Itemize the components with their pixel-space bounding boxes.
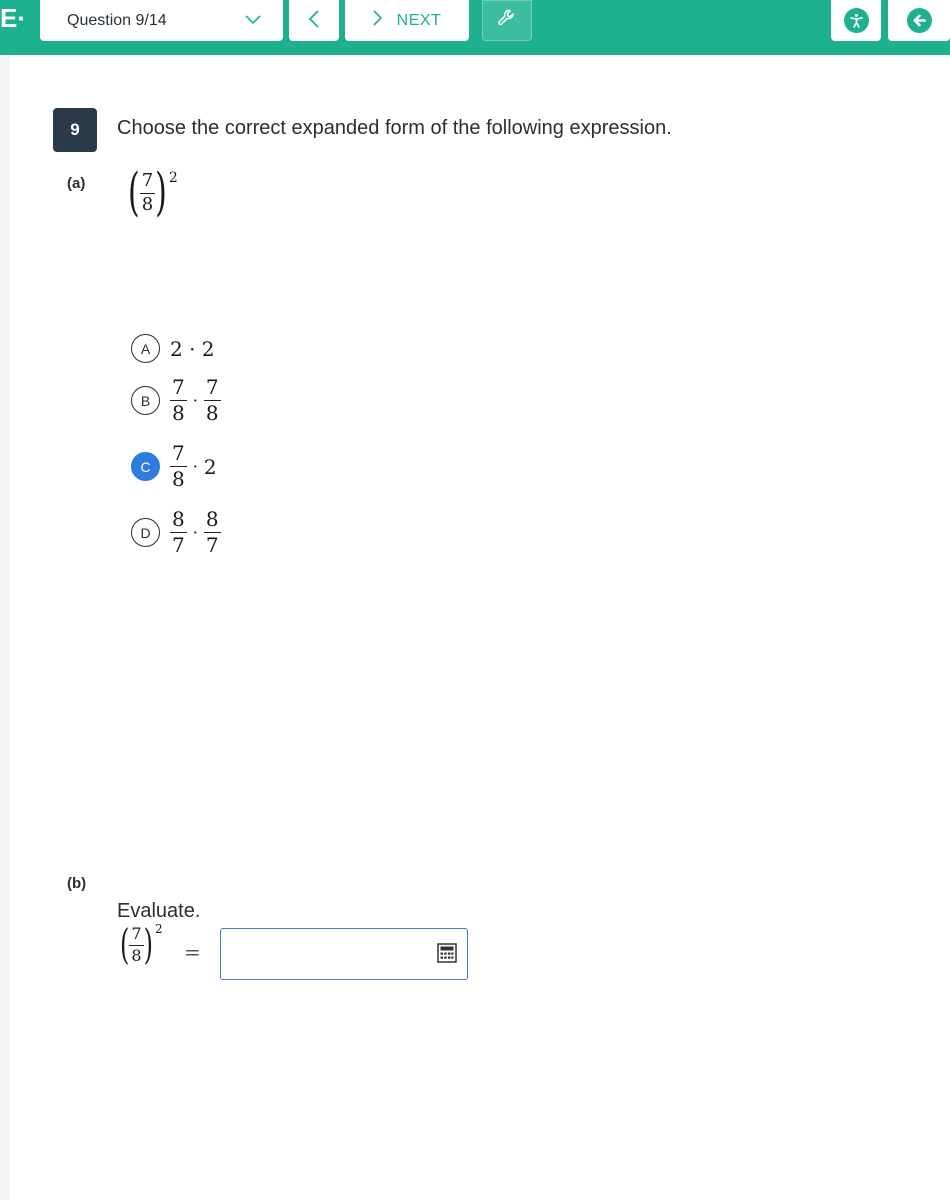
- question-number-badge: 9: [53, 108, 97, 152]
- denominator: 8: [141, 193, 154, 215]
- next-button-label: NEXT: [396, 11, 442, 29]
- question-card: [10, 55, 950, 1200]
- denominator: 8: [131, 945, 142, 965]
- choice-d-expression: $\frac{8}{7}$ · $\frac{8}{7}$: [172, 507, 219, 557]
- part-b-instruction: Evaluate.: [117, 900, 201, 922]
- choice-c-expression: $\frac{7}{8}$ · 2: [172, 441, 217, 491]
- right-paren: ): [143, 921, 153, 970]
- choice-c-bubble[interactable]: C: [131, 452, 160, 481]
- calculator-icon[interactable]: [437, 943, 457, 968]
- accessibility-icon: [844, 8, 869, 33]
- equals-sign: =: [184, 940, 201, 964]
- answer-input[interactable]: [220, 928, 468, 980]
- chevron-right-icon: [373, 10, 383, 31]
- choice-b[interactable]: [131, 377, 221, 424]
- wrench-icon: [496, 7, 518, 34]
- denominator: 8: [172, 401, 185, 425]
- part-b-expression: [120, 921, 163, 970]
- numerator: 7: [131, 924, 142, 943]
- tools-button[interactable]: [482, 0, 532, 41]
- exponent: 2: [168, 170, 178, 186]
- choice-b-expression: $\frac{7}{8}$ · $\frac{7}{8}$: [172, 375, 219, 425]
- app-logo: E·: [0, 3, 26, 33]
- next-question-button[interactable]: [345, 0, 469, 41]
- arrow-left-icon: [907, 8, 932, 33]
- denominator: 7: [205, 533, 219, 557]
- part-a-expression: [128, 163, 178, 224]
- denominator: 8: [205, 401, 219, 425]
- part-a-label: (a): [67, 175, 86, 192]
- numerator: 7: [172, 441, 185, 465]
- exit-button[interactable]: [888, 0, 950, 41]
- question-selector-label: Question 9/14: [67, 11, 167, 29]
- previous-question-button[interactable]: [289, 0, 339, 41]
- accessibility-button[interactable]: [831, 0, 881, 41]
- choice-b-bubble[interactable]: B: [131, 386, 160, 415]
- numerator: 7: [205, 375, 219, 399]
- choice-d[interactable]: [131, 509, 221, 556]
- choice-a-bubble[interactable]: A: [131, 334, 160, 363]
- choice-a-text: 2 · 2: [170, 336, 215, 361]
- part-b-label: (b): [67, 875, 87, 892]
- left-paren: (: [120, 921, 130, 970]
- fraction: [129, 926, 143, 965]
- top-toolbar: [0, 0, 950, 55]
- choice-c[interactable]: [131, 443, 217, 490]
- denominator: 7: [172, 533, 185, 557]
- numerator: 8: [172, 507, 185, 531]
- chevron-left-icon: [308, 8, 320, 34]
- factor: 2: [203, 454, 217, 479]
- right-paren: ): [155, 163, 167, 224]
- fraction: [140, 172, 155, 215]
- numerator: 7: [172, 375, 185, 399]
- exponent: 2: [154, 922, 163, 936]
- choice-a[interactable]: [131, 334, 215, 363]
- question-prompt: Choose the correct expanded form of the following expression.: [117, 117, 672, 139]
- denominator: 8: [172, 467, 185, 491]
- chevron-down-icon: [245, 12, 261, 30]
- left-paren: (: [128, 163, 140, 224]
- numerator: 8: [205, 507, 219, 531]
- choice-d-bubble[interactable]: D: [131, 518, 160, 547]
- numerator: 7: [141, 170, 154, 191]
- question-selector-dropdown[interactable]: [40, 0, 283, 41]
